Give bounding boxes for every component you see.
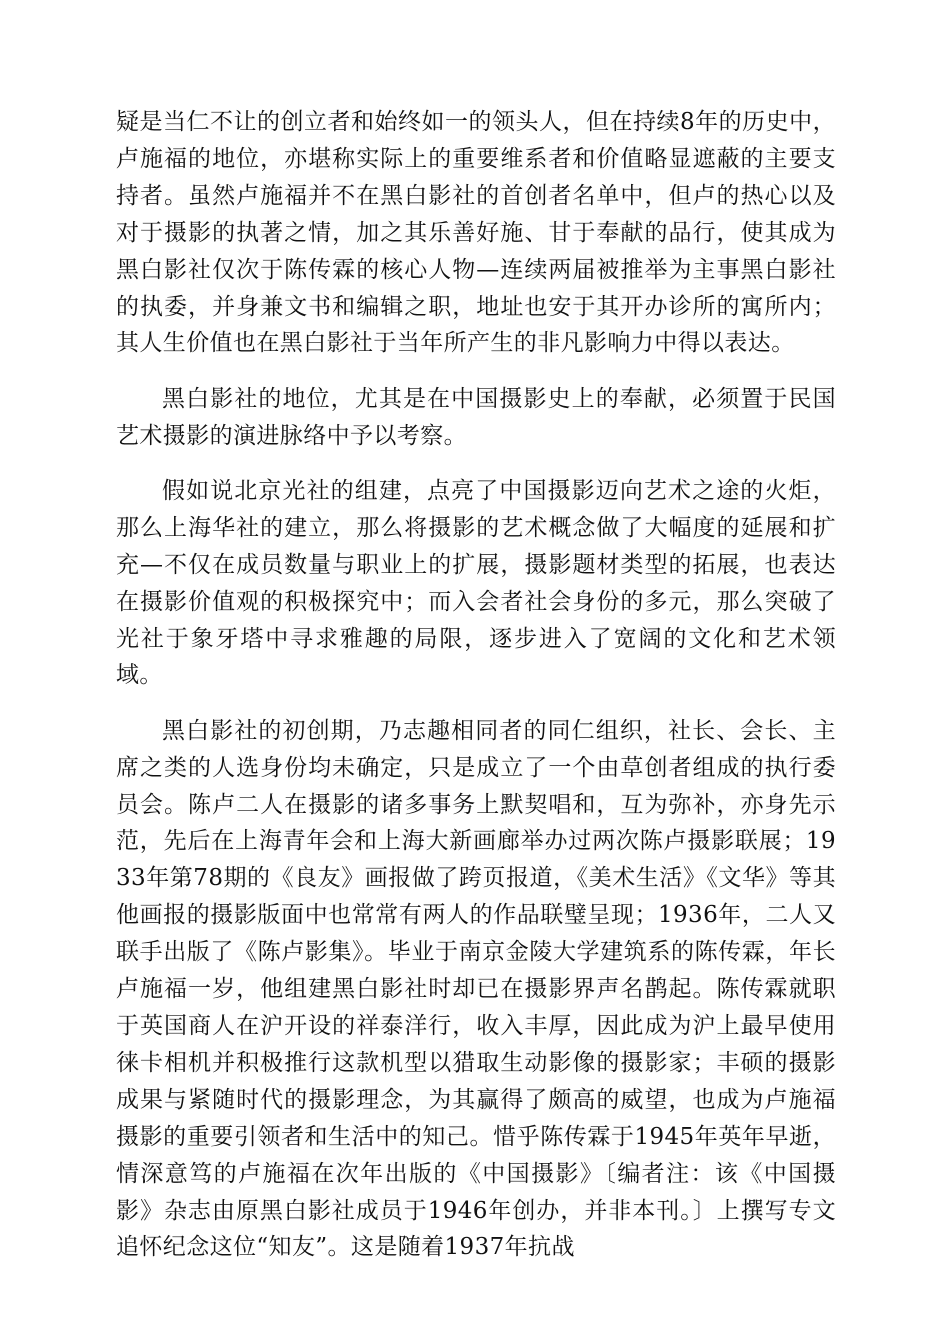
paragraph-4: 黑白影社的初创期，乃志趣相同者的同仁组织，社长、会长、主席之类的人选身份均未确定，只是成立了一个由草创者组成的执行委员会。陈卢二人在摄影的诸多事务上默契唱和，互为弥补，亦身先示范，先后在上海青年会和上海大新画廊举办过两次陈卢摄影联展；1933年第78期的《良友》画报做了跨页报道，《美术生活》《文华》等其他画报的摄影版面中也常常有两人的作品联璧呈现；1936年，二人又联手出版了《陈卢影集》。毕业于南京金陵大学建筑系的陈传霖，年长卢施福一岁，他组建黑白影社时却已在摄影界声名鹊起。陈传霖就职于英国商人在沪开设的祥泰洋行，收入丰厚，因此成为沪上最早使用徕卡相机并积极推行这款机型以猎取生动影像的摄影家；丰硕的摄影成果与紧随时代的摄影理念，为其赢得了颇高的威望，也成为卢施福摄影的重要引领者和生活中的知己。惜乎陈传霖于1945年英年早逝，情深意笃的卢施福在次年出版的《中国摄影》〔编者注：该《中国摄影》杂志由原黑白影社成员于1946年创办，并非本刊。〕上撰写专文追怀纪念这位“知友”。这是随着1937年抗战 bbox=[116, 717, 836, 1261]
paragraph-2: 黑白影社的地位，尤其是在中国摄影史上的奉献，必须置于民国艺术摄影的演进脉络中予以考察。 bbox=[116, 385, 836, 449]
paragraph-1: 疑是当仁不让的创立者和始终如一的领头人，但在持续8年的历史中，卢施福的地位，亦堪称实际上的重要维系者和价值略显遮蔽的主要支持者。虽然卢施福并不在黑白影社的首创者名单中，但卢的热心以及对于摄影的执著之情，加之其乐善好施、甘于奉献的品行，使其成为黑白影社仅次于陈传霖的核心人物—连续两届被推举为主事黑白影社的执委，并身兼文书和编辑之职，地址也安于其开办诊所的寓所内；其人生价值也在黑白影社于当年所产生的非凡影响力中得以表达。 bbox=[116, 109, 836, 357]
document-body bbox=[116, 104, 836, 1285]
paragraph-3: 假如说北京光社的组建，点亮了中国摄影迈向艺术之途的火炬，那么上海华社的建立，那么将摄影的艺术概念做了大幅度的延展和扩充—不仅在成员数量与职业上的扩展，摄影题材类型的拓展，也表达在摄影价值观的积极探究中；而入会者社会身份的多元，那么突破了光社于象牙塔中寻求雅趣的局限，逐步进入了宽阔的文化和艺术领域。 bbox=[116, 477, 836, 689]
